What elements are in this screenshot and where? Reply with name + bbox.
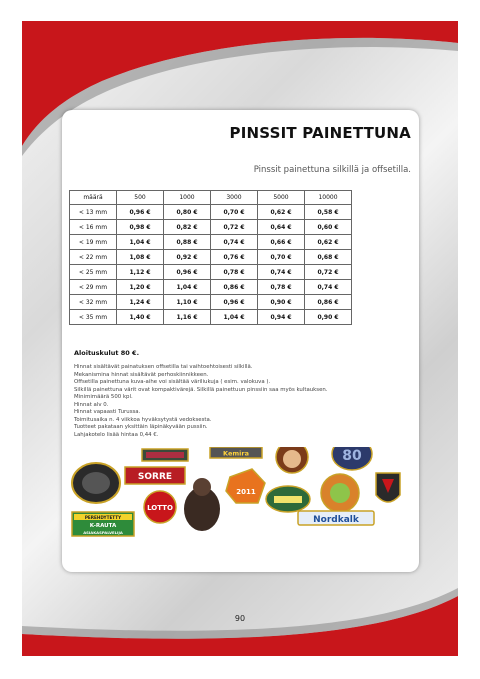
price-cell: 1,04 € <box>164 280 211 295</box>
pin-orange-round <box>321 474 359 512</box>
price-cell: 0,60 € <box>305 220 352 235</box>
price-cell: 0,74 € <box>305 280 352 295</box>
price-cell: 0,90 € <box>258 295 305 310</box>
pin-kemira <box>210 447 262 458</box>
price-cell: 1,20 € <box>117 280 164 295</box>
price-cell: 0,72 € <box>211 220 258 235</box>
price-cell: 0,70 € <box>211 205 258 220</box>
header-cell: 5000 <box>258 191 305 205</box>
table-row <box>70 280 352 295</box>
price-cell: 0,70 € <box>258 250 305 265</box>
price-cell: 1,04 € <box>117 235 164 250</box>
note-line: Mekanismina hinnat sisältävät perhoskiinnikkeen. <box>74 371 209 378</box>
price-cell: 0,78 € <box>211 265 258 280</box>
price-cell: 0,78 € <box>258 280 305 295</box>
price-cell: 0,98 € <box>117 220 164 235</box>
header-cell: määrä <box>70 191 117 205</box>
note-line: Tuotteet pakataan yksittäin läpinäkyvään pussiin. <box>74 424 208 430</box>
setup-cost: Aloituskulut 80 €. <box>74 349 140 357</box>
size-cell: < 25 mm <box>70 265 117 280</box>
size-cell: < 35 mm <box>70 310 117 325</box>
price-cell: 0,90 € <box>305 310 352 325</box>
pin-kemira-label: Kemira <box>223 449 249 458</box>
price-cell: 1,10 € <box>164 295 211 310</box>
price-cell: 1,12 € <box>117 265 164 280</box>
price-cell: 0,62 € <box>305 235 352 250</box>
header-cell: 10000 <box>305 191 352 205</box>
price-cell: 0,92 € <box>164 250 211 265</box>
price-cell: 0,86 € <box>211 280 258 295</box>
pin-lotto <box>144 491 176 523</box>
header-cell: 500 <box>117 191 164 205</box>
header-cell: 1000 <box>164 191 211 205</box>
page-title: PINSSIT PAINETTUNA <box>229 124 411 142</box>
pin-eighty-label: 80 <box>342 448 362 464</box>
pin-shield <box>376 473 400 502</box>
pin-2011 <box>226 469 265 503</box>
pin-krauta-label: K-RAUTA <box>89 523 117 529</box>
price-cell: 0,72 € <box>305 265 352 280</box>
pin-dark-oval <box>72 463 120 503</box>
price-cell: 0,86 € <box>305 295 352 310</box>
table-row <box>70 235 352 250</box>
pin-sorre <box>125 467 185 484</box>
price-cell: 0,82 € <box>164 220 211 235</box>
table-row <box>70 205 352 220</box>
price-cell: 0,76 € <box>211 250 258 265</box>
size-cell: < 19 mm <box>70 235 117 250</box>
pin-eighty <box>332 447 372 470</box>
note-line: Hinnat sisältävät painatuksen offsetilla tai vaihtoehtoisesti silkillä. <box>74 364 253 370</box>
note-line: Silkillä painettuna värit ovat kompaktivärejä. Silkillä painettuun pinssiin saa myös kultauksen. <box>74 386 328 393</box>
note-line: Minimimäärä 500 kpl. <box>74 394 133 400</box>
price-cell: 1,04 € <box>211 310 258 325</box>
size-cell: < 22 mm <box>70 250 117 265</box>
price-cell: 0,58 € <box>305 205 352 220</box>
price-cell: 0,68 € <box>305 250 352 265</box>
price-cell: 0,62 € <box>258 205 305 220</box>
table-row <box>70 310 352 325</box>
pin-green-oval <box>266 486 310 512</box>
page-subtitle: Pinssit painettuna silkillä ja offsetilla. <box>253 165 411 175</box>
price-cell: 0,74 € <box>211 235 258 250</box>
price-cell: 1,24 € <box>117 295 164 310</box>
table-row <box>70 295 352 310</box>
price-cell: 1,16 € <box>164 310 211 325</box>
price-cell: 0,74 € <box>258 265 305 280</box>
price-cell: 0,94 € <box>258 310 305 325</box>
note-line: Hinnat vapaasti Turussa. <box>74 409 141 415</box>
price-cell: 0,80 € <box>164 205 211 220</box>
page-number: 90 <box>234 614 246 623</box>
price-cell: 0,96 € <box>211 295 258 310</box>
notes-block <box>74 364 328 439</box>
pin-sorre-label: SORRE <box>137 472 173 482</box>
pin-2011-label: 2011 <box>236 488 256 496</box>
price-cell: 0,96 € <box>117 205 164 220</box>
table-row <box>70 265 352 280</box>
price-cell: 0,66 € <box>258 235 305 250</box>
price-table-header <box>70 191 352 205</box>
pin-examples-image <box>70 447 412 549</box>
price-cell: 0,96 € <box>164 265 211 280</box>
table-row <box>70 220 352 235</box>
pin-lotto-label: LOTTO <box>147 504 173 512</box>
pin-viking <box>276 447 308 473</box>
size-cell: < 32 mm <box>70 295 117 310</box>
pin-asiakaspalvelija-label: ASIAKASPALVELIJA <box>83 530 123 535</box>
price-table <box>69 190 352 325</box>
pin-mouse <box>184 478 220 531</box>
note-line: Toimitusaika n. 4 viikkoa hyväksytystä vedoksesta. <box>74 416 212 423</box>
table-row <box>70 250 352 265</box>
pin-perehdytetty-label: PEREHDYTETTY <box>84 515 122 520</box>
size-cell: < 16 mm <box>70 220 117 235</box>
pin-krauta <box>72 512 134 536</box>
price-cell: 1,08 € <box>117 250 164 265</box>
size-cell: < 13 mm <box>70 205 117 220</box>
pin-nordkalk-label: Nordkalk <box>313 515 359 525</box>
price-cell: 1,40 € <box>117 310 164 325</box>
pin-nordkalk <box>298 511 374 525</box>
note-line: Offsetilla painettuna kuva-aihe voi sisältää väriliukuja ( esim. valokuva ). <box>74 379 271 385</box>
content-panel <box>62 110 419 572</box>
size-cell: < 29 mm <box>70 280 117 295</box>
note-line: Hinnat alv 0. <box>74 401 109 408</box>
pin-small-rect <box>142 449 188 461</box>
price-cell: 0,88 € <box>164 235 211 250</box>
note-line: Lahjakotelo lisää hintaa 0,44 €. <box>74 431 159 438</box>
price-cell: 0,64 € <box>258 220 305 235</box>
header-cell: 3000 <box>211 191 258 205</box>
